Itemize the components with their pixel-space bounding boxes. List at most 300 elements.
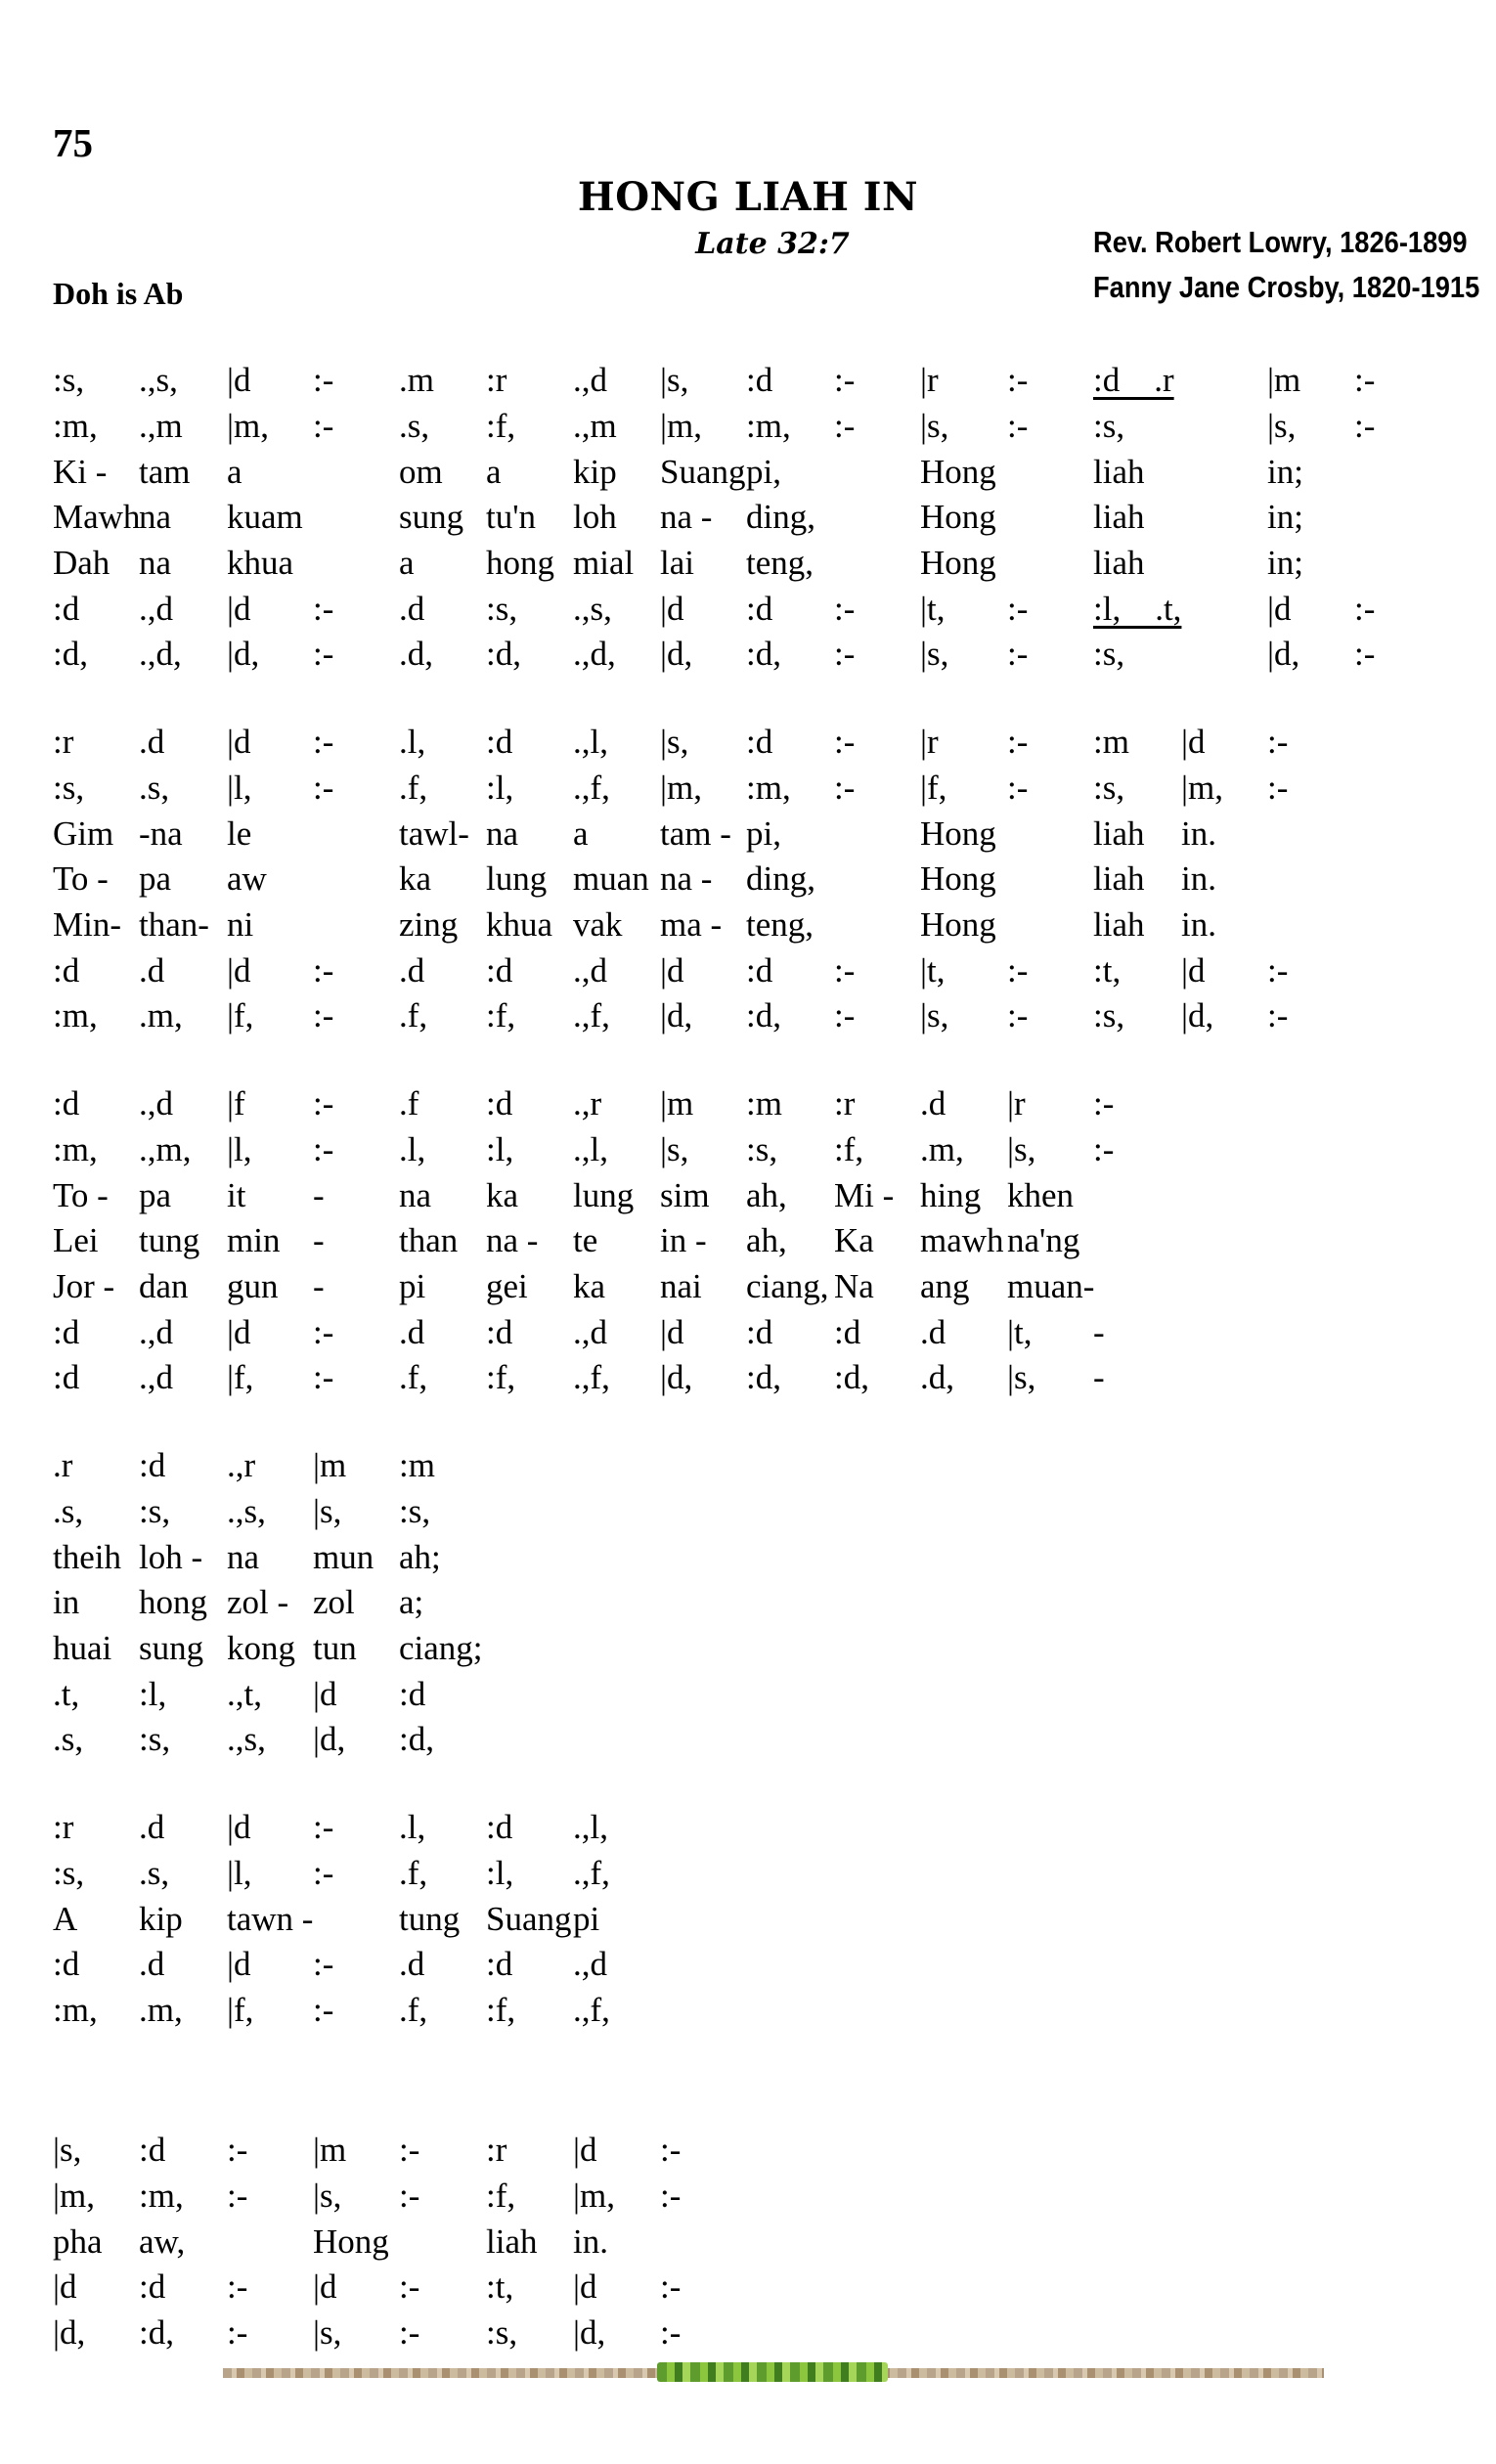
footer-leaf-ornament [657, 2362, 888, 2382]
sol-fa-note: .f, [399, 1991, 428, 2029]
sol-fa-note: :- [1007, 635, 1029, 673]
sol-fa-note: :d [746, 1313, 773, 1351]
lyric-syllable: - [313, 1267, 325, 1305]
sol-fa-note: .,d [573, 951, 607, 990]
sol-fa-note: :s, [486, 590, 518, 628]
lyric-syllable: om [399, 453, 443, 491]
sol-fa-note: :m [746, 1084, 782, 1122]
sol-fa-note: .,d [139, 1313, 173, 1351]
sol-fa-note: :- [1267, 996, 1289, 1034]
sol-fa-note: .d [920, 1313, 946, 1351]
lyric-syllable: ciang; [399, 1629, 483, 1667]
sol-fa-note: - [1093, 1358, 1105, 1396]
sol-fa-note: :d, [53, 635, 88, 673]
lyric-syllable: theih [53, 1538, 121, 1576]
sol-fa-note: .,s, [139, 361, 178, 399]
sol-fa-note: :- [1267, 769, 1289, 807]
sol-fa-note: |r [920, 723, 939, 761]
sol-fa-note: |d [227, 590, 251, 628]
sol-fa-note: .d [399, 951, 425, 990]
lyric-syllable: loh [573, 498, 617, 536]
sol-fa-note: .,r [227, 1446, 256, 1484]
sol-fa-note: :- [660, 2313, 682, 2352]
sol-fa-note: :d, [746, 1358, 781, 1396]
sol-fa-note: :s, [53, 361, 85, 399]
lyric-syllable: a; [399, 1583, 424, 1621]
sol-fa-note: |d [1181, 723, 1206, 761]
lyric-syllable: Hong [920, 859, 996, 898]
sol-fa-note: :- [1007, 769, 1029, 807]
sol-fa-note: :d [53, 951, 80, 990]
sol-fa-note: :- [1354, 407, 1376, 445]
sol-fa-note: .t, [53, 1675, 80, 1713]
notation-line [0, 2265, 1496, 2310]
lyricist-credit: Fanny Jane Crosby, 1820-1915 [1093, 270, 1480, 304]
lyric-syllable: ka [573, 1267, 606, 1305]
lyric-syllable: pa [139, 1176, 172, 1214]
sol-fa-note: |d [227, 1808, 251, 1846]
sol-fa-note: :- [834, 769, 856, 807]
sol-fa-note: :- [1093, 1084, 1115, 1122]
sol-fa-note: :- [313, 1084, 334, 1122]
notation-line [0, 358, 1496, 403]
sol-fa-note: .m [399, 361, 434, 399]
sol-fa-note: :- [1267, 723, 1289, 761]
lyric-syllable: kip [139, 1900, 183, 1938]
sol-fa-note: .,f, [573, 1991, 610, 2029]
lyric-syllable: te [573, 1221, 598, 1259]
lyric-syllable: vak [573, 905, 623, 944]
sol-fa-note: |d [227, 1945, 251, 1983]
sol-fa-note: .,l, [573, 723, 608, 761]
lyric-syllable: ciang, [746, 1267, 829, 1305]
notation-line [0, 948, 1496, 993]
sol-fa-note: |f, [227, 996, 254, 1034]
lyric-syllable: Dah [53, 544, 110, 582]
hymn-title: HONG LIAH IN [577, 174, 919, 220]
sol-fa-note: :- [834, 590, 856, 628]
lyric-syllable: pha [53, 2222, 103, 2261]
lyric-line [0, 1580, 1496, 1625]
sol-fa-note: |m [1267, 361, 1301, 399]
sol-fa-note: :d [139, 1446, 166, 1484]
sol-fa-note: .,l, [573, 1130, 608, 1168]
lyric-syllable: Hong [920, 814, 996, 853]
sol-fa-note: .,f, [573, 769, 610, 807]
sol-fa-note: |r [1007, 1084, 1026, 1122]
key-signature: Doh is Ab [53, 276, 184, 311]
lyric-syllable: zol [313, 1583, 355, 1621]
lyric-syllable: in. [573, 2222, 608, 2261]
lyric-syllable: khua [486, 905, 553, 944]
sol-fa-note: :d [486, 723, 513, 761]
lyric-syllable: huai [53, 1629, 112, 1667]
lyric-syllable: hing [920, 1176, 982, 1214]
sol-fa-note: :m, [53, 1991, 98, 2029]
lyric-syllable: na [227, 1538, 260, 1576]
sol-fa-note: :r [834, 1084, 856, 1122]
sol-fa-note: |s, [313, 2313, 342, 2352]
sol-fa-note: :d [746, 590, 773, 628]
sol-fa-note: |d, [1181, 996, 1214, 1034]
sol-fa-note: |s, [660, 1130, 689, 1168]
lyric-line [0, 812, 1496, 857]
lyric-line [0, 1626, 1496, 1671]
lyric-syllable: liah [1093, 453, 1145, 491]
lyric-syllable: pa [139, 859, 172, 898]
sol-fa-note: :s, [1093, 635, 1125, 673]
lyric-line [0, 1535, 1496, 1580]
notation-line [0, 766, 1496, 811]
sol-fa-note: :l, .t, [1093, 590, 1182, 628]
lyric-syllable: liah [1093, 814, 1145, 853]
lyric-syllable: kong [227, 1629, 295, 1667]
sol-fa-note: :- [399, 2313, 420, 2352]
sol-fa-note: |s, [1267, 407, 1297, 445]
sol-fa-note: :- [1007, 951, 1029, 990]
lyric-syllable: liah [486, 2222, 538, 2261]
sol-fa-note: :- [1007, 590, 1029, 628]
lyric-syllable: ah, [746, 1221, 787, 1259]
notation-line [0, 587, 1496, 632]
lyric-syllable: hong [486, 544, 554, 582]
lyric-syllable: pi [399, 1267, 426, 1305]
lyric-syllable: aw, [139, 2222, 186, 2261]
lyric-syllable: Hong [920, 544, 996, 582]
lyric-syllable: teng, [746, 905, 814, 944]
sol-fa-note: .d, [399, 635, 433, 673]
sol-fa-note: .,d, [139, 635, 182, 673]
lyric-syllable: mun [313, 1538, 374, 1576]
lyric-syllable: ding, [746, 498, 815, 536]
sol-fa-note: :- [313, 1130, 334, 1168]
sol-fa-note: :d [486, 951, 513, 990]
sol-fa-note: |s, [313, 1492, 342, 1530]
lyric-syllable: tawn - [227, 1900, 314, 1938]
lyric-syllable: in. [1181, 905, 1216, 944]
lyric-syllable: kip [573, 453, 617, 491]
sol-fa-note: .,t, [227, 1675, 262, 1713]
sol-fa-note: :d, [139, 2313, 174, 2352]
lyric-syllable: - [313, 1176, 325, 1214]
sol-fa-note: .,s, [227, 1720, 266, 1758]
sol-fa-note: :- [1007, 361, 1029, 399]
lyric-syllable: na - [660, 859, 713, 898]
lyric-syllable: zol - [227, 1583, 289, 1621]
lyric-line [0, 1897, 1496, 1942]
sol-fa-note: :- [399, 2131, 420, 2169]
lyric-syllable: liah [1093, 544, 1145, 582]
lyric-syllable: nai [660, 1267, 702, 1305]
sol-fa-note: .,d [573, 1945, 607, 1983]
sol-fa-note: :- [660, 2131, 682, 2169]
notation-line [0, 2128, 1496, 2173]
lyric-syllable: na [486, 814, 519, 853]
sol-fa-note: .,m, [139, 1130, 192, 1168]
sol-fa-note: :- [313, 590, 334, 628]
sol-fa-note: :m [1093, 723, 1129, 761]
lyric-syllable: A [53, 1900, 78, 1938]
sol-fa-note: :d [486, 1084, 513, 1122]
sol-fa-note: |l, [227, 769, 252, 807]
sol-fa-note: :f, [486, 1358, 516, 1396]
sol-fa-note: :r [486, 2131, 507, 2169]
sol-fa-note: :- [313, 769, 334, 807]
sol-fa-note: :d [399, 1675, 426, 1713]
sol-fa-note: :d [486, 1808, 513, 1846]
sol-fa-note: |s, [920, 407, 949, 445]
sol-fa-note: .d [399, 1945, 425, 1983]
sol-fa-note: :f, [486, 2177, 516, 2215]
sol-fa-note: |f, [920, 769, 947, 807]
sol-fa-note: .l, [399, 1130, 426, 1168]
sol-fa-note: :- [834, 951, 856, 990]
sol-fa-note: |m [313, 1446, 347, 1484]
lyric-syllable: - [313, 1221, 325, 1259]
sol-fa-note: :f, [486, 407, 516, 445]
lyric-syllable: To - [53, 859, 109, 898]
sol-fa-note: :d [746, 951, 773, 990]
lyric-syllable: mial [573, 544, 635, 582]
sol-fa-note: :- [313, 1991, 334, 2029]
sol-fa-note: |f, [227, 1358, 254, 1396]
sol-fa-note: |d [660, 951, 684, 990]
sol-fa-note: .r [53, 1446, 73, 1484]
lyric-syllable: Hong [920, 453, 996, 491]
lyric-line [0, 857, 1496, 902]
lyric-syllable: khen [1007, 1176, 1075, 1214]
lyric-syllable: liah [1093, 498, 1145, 536]
sol-fa-note: .s, [53, 1492, 84, 1530]
sol-fa-note: :d [53, 1313, 80, 1351]
sol-fa-note: :d, [486, 635, 521, 673]
composer-credit: Rev. Robert Lowry, 1826-1899 [1093, 225, 1468, 259]
sol-fa-note: |d, [660, 996, 693, 1034]
sol-fa-note: .,d [573, 1313, 607, 1351]
sol-fa-note: :d [53, 1358, 80, 1396]
lyric-syllable: na - [486, 1221, 539, 1259]
lyric-syllable: sung [399, 498, 464, 536]
sol-fa-note: |d [227, 1313, 251, 1351]
lyric-syllable: loh - [139, 1538, 203, 1576]
sol-fa-note: :- [313, 1945, 334, 1983]
sol-fa-note: :f, [834, 1130, 864, 1168]
lyric-syllable: ding, [746, 859, 815, 898]
sol-fa-note: |d [313, 2267, 337, 2306]
sol-fa-note: |d [227, 361, 251, 399]
notation-line [0, 1081, 1496, 1126]
lyric-syllable: dan [139, 1267, 189, 1305]
sol-fa-note: :- [227, 2267, 248, 2306]
sol-fa-note: |l, [227, 1130, 252, 1168]
sol-fa-note: |s, [53, 2131, 82, 2169]
sol-fa-note: :- [313, 1808, 334, 1846]
sol-fa-note: |m, [53, 2177, 95, 2215]
sol-fa-note: .f, [399, 769, 428, 807]
lyric-syllable: ma - [660, 905, 723, 944]
sol-fa-note: :m, [139, 2177, 184, 2215]
sol-fa-note: |d [573, 2267, 597, 2306]
page-number: 75 [53, 120, 93, 165]
lyric-line [0, 1218, 1496, 1263]
sol-fa-note: |s, [920, 996, 949, 1034]
lyric-syllable: zing [399, 905, 459, 944]
sol-fa-note: :d [139, 2131, 166, 2169]
sol-fa-note: :d [486, 1945, 513, 1983]
sol-fa-note: |l, [227, 1854, 252, 1892]
lyric-syllable: na [139, 544, 172, 582]
lyric-syllable: Min- [53, 905, 121, 944]
sol-fa-note: :d [486, 1313, 513, 1351]
sol-fa-note: :- [1007, 407, 1029, 445]
sol-fa-note: :d [746, 723, 773, 761]
sol-fa-note: :s, [53, 769, 85, 807]
sol-fa-note: |d, [660, 1358, 693, 1396]
sol-fa-note: .,r [573, 1084, 602, 1122]
sol-fa-note: :- [313, 361, 334, 399]
lyric-syllable: sim [660, 1176, 710, 1214]
sol-fa-note: :s, [746, 1130, 778, 1168]
sol-fa-note: .s, [399, 407, 430, 445]
lyric-line [0, 1264, 1496, 1309]
sol-fa-note: .,f, [573, 1358, 610, 1396]
lyric-syllable: -na [139, 814, 183, 853]
sol-fa-note: :d, [834, 1358, 869, 1396]
notation-line [0, 2174, 1496, 2219]
sol-fa-note: |f [227, 1084, 245, 1122]
sol-fa-note: |s, [1007, 1130, 1036, 1168]
lyric-syllable: tun [313, 1629, 357, 1667]
sol-fa-note: |d, [313, 1720, 346, 1758]
scripture-reference: Late 32:7 [695, 227, 850, 261]
sol-fa-note: .,d [573, 361, 607, 399]
lyric-syllable: tu'n [486, 498, 537, 536]
sol-fa-note: |s, [920, 635, 949, 673]
sol-fa-note: :- [313, 635, 334, 673]
sol-fa-note: |d [227, 723, 251, 761]
sol-fa-note: .f [399, 1084, 419, 1122]
sol-fa-note: |m, [660, 407, 702, 445]
lyric-line [0, 541, 1496, 586]
lyric-line [0, 2220, 1496, 2265]
notation-line [0, 1443, 1496, 1488]
sol-fa-note: |d, [660, 635, 693, 673]
lyric-line [0, 495, 1496, 540]
sol-fa-note: |r [920, 361, 939, 399]
notation-line [0, 993, 1496, 1038]
lyric-syllable: ah, [746, 1176, 787, 1214]
sol-fa-note: :d, [399, 1720, 434, 1758]
sol-fa-note: .m, [139, 1991, 183, 2029]
sol-fa-note: :s, [399, 1492, 431, 1530]
sol-fa-note: :d [53, 1084, 80, 1122]
sol-fa-note: .l, [399, 1808, 426, 1846]
sol-fa-note: :- [1354, 361, 1376, 399]
lyric-syllable: gei [486, 1267, 528, 1305]
sol-fa-note: - [1093, 1313, 1105, 1351]
sol-fa-note: :m, [746, 769, 791, 807]
sol-fa-note: |s, [660, 723, 689, 761]
sol-fa-note: |t, [920, 590, 946, 628]
sol-fa-note: :d [139, 2267, 166, 2306]
sol-fa-note: |m, [227, 407, 269, 445]
lyric-line [0, 1173, 1496, 1218]
notation-line [0, 720, 1496, 765]
sol-fa-note: :- [660, 2177, 682, 2215]
sol-fa-note: .d, [920, 1358, 954, 1396]
notation-line [0, 632, 1496, 677]
lyric-syllable: in; [1267, 453, 1303, 491]
notation-line [0, 2310, 1496, 2355]
lyric-syllable: liah [1093, 859, 1145, 898]
sol-fa-note: .m, [139, 996, 183, 1034]
sol-fa-note: :- [1267, 951, 1289, 990]
lyric-syllable: aw [227, 859, 267, 898]
lyric-syllable: sung [139, 1629, 204, 1667]
lyric-syllable: To - [53, 1176, 109, 1214]
sol-fa-note: .,d, [573, 635, 616, 673]
sol-fa-note: :d [746, 361, 773, 399]
sol-fa-note: |d [1181, 951, 1206, 990]
sol-fa-note: .,m [139, 407, 183, 445]
sol-fa-note: :m, [746, 407, 791, 445]
sol-fa-note: :- [313, 1313, 334, 1351]
lyric-syllable: ka [486, 1176, 519, 1214]
notation-line [0, 1805, 1496, 1850]
sol-fa-note: :s, [1093, 407, 1125, 445]
sol-fa-note: |d [660, 1313, 684, 1351]
sol-fa-note: .,d [139, 590, 173, 628]
lyric-syllable: in [53, 1583, 80, 1621]
sol-fa-note: :- [834, 723, 856, 761]
sol-fa-note: :s, [486, 2313, 518, 2352]
sol-fa-note: :l, [486, 1854, 514, 1892]
sol-fa-note: :s, [1093, 996, 1125, 1034]
lyric-syllable: Suang [486, 1900, 572, 1938]
lyric-syllable: muan [573, 859, 649, 898]
sol-fa-note: :- [227, 2177, 248, 2215]
sol-fa-note: |m [660, 1084, 694, 1122]
sol-fa-note: |d [313, 1675, 337, 1713]
notation-line [0, 1127, 1496, 1172]
lyric-syllable: pi, [746, 814, 781, 853]
lyric-syllable: ni [227, 905, 254, 944]
lyric-syllable: Lei [53, 1221, 99, 1259]
lyric-syllable: than- [139, 905, 209, 944]
sol-fa-note: |d [53, 2267, 77, 2306]
sol-fa-note: :r [53, 723, 74, 761]
sol-fa-note: :- [834, 996, 856, 1034]
sol-fa-note: .,s, [227, 1492, 266, 1530]
sol-fa-note: |d, [53, 2313, 86, 2352]
sol-fa-note: :- [1007, 723, 1029, 761]
sol-fa-note: :l, [486, 1130, 514, 1168]
lyric-syllable: hong [139, 1583, 207, 1621]
lyric-syllable: le [227, 814, 252, 853]
sol-fa-note: :s, [139, 1492, 171, 1530]
notation-line [0, 1355, 1496, 1400]
lyric-syllable: a [399, 544, 415, 582]
lyric-syllable: in - [660, 1221, 707, 1259]
sol-fa-note: :- [834, 361, 856, 399]
sol-fa-note: |s, [660, 361, 689, 399]
sol-fa-note: :- [313, 996, 334, 1034]
lyric-syllable: tam [139, 453, 191, 491]
lyric-syllable: Gim [53, 814, 114, 853]
sol-fa-note: :d [834, 1313, 861, 1351]
sol-fa-note: :m, [53, 407, 98, 445]
lyric-syllable: Ka [834, 1221, 874, 1259]
